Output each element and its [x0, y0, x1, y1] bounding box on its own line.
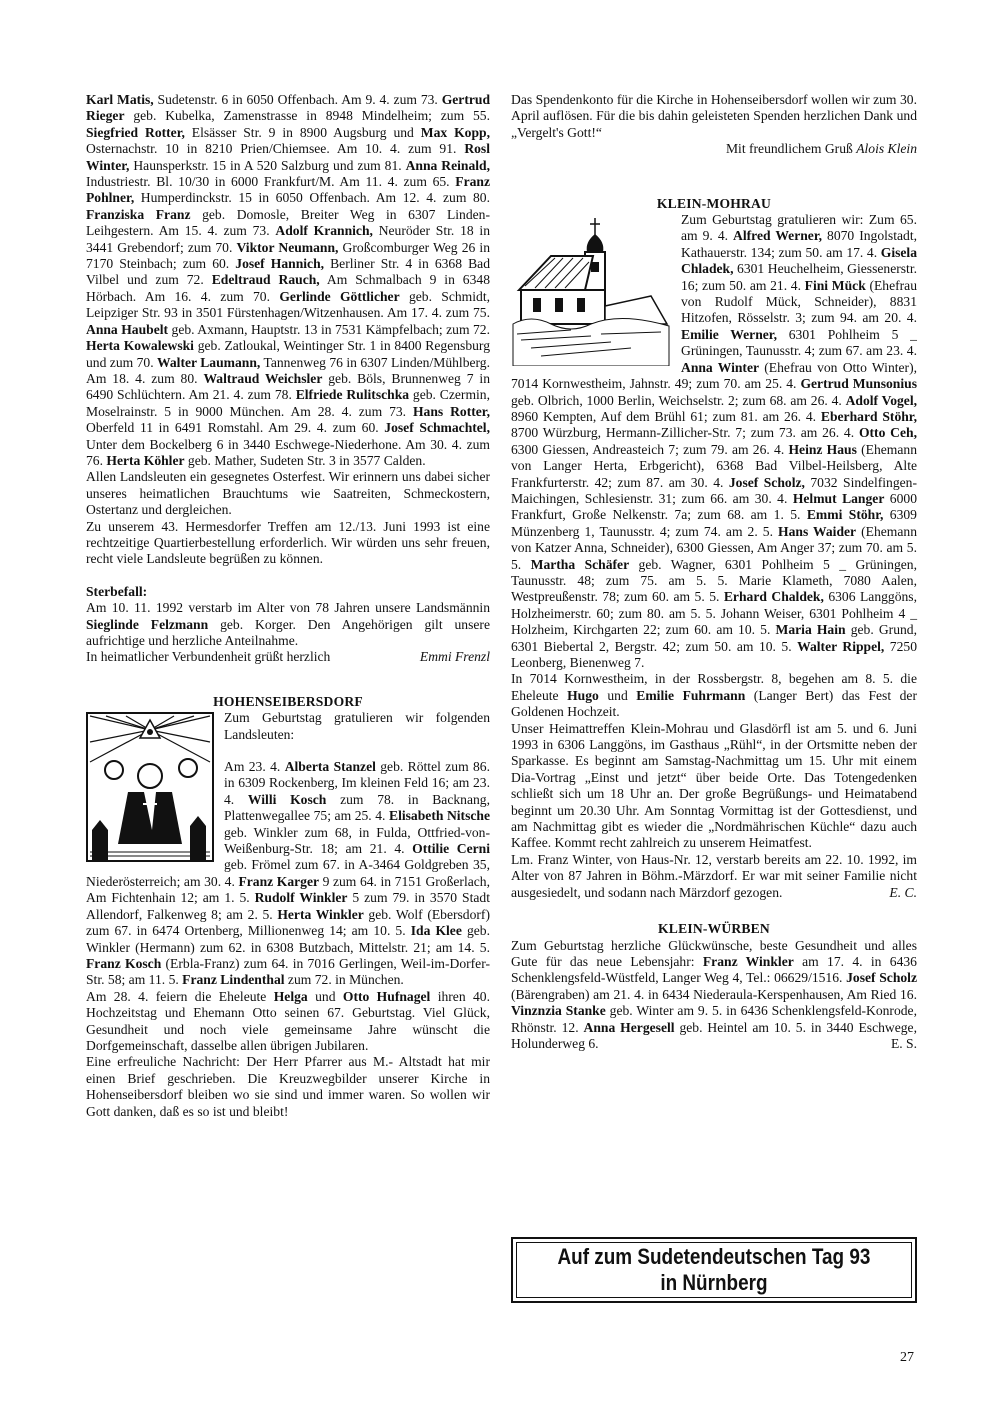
name-bold: Martha Schäfer: [530, 556, 630, 572]
name-bold: Gertrud Rieger: [86, 92, 491, 124]
name-bold: Herta Winkler: [277, 906, 364, 922]
heimattreffen-notice: Unser Heimattreffen Klein-Mohrau und Glasdörfl ist am 5. und 6. Juni 1993 in 6306 Langgöns, im Gasthaus „Rühl“, in der Ortsmitte neben der Sparkasse. Es beginnt am Samstag-Nachmittag um 15. Uhr mit einem Dia-Vortrag „Einst und jetzt“ über beide Orte. Das Totengedenken schließt sich um 18 Uhr an. Der große Begrüßungs- und Heimatabend beginnt um 20.30 Uhr. Am Sonntag Vormittag ist der Gottesdienst, und am Nachmittag gibt es wieder die „Nordmährischen Küchle“ dazu auch Kaffee. Kommt recht zahlreich zu unserem Heimatfest.: [511, 720, 917, 851]
name-bold: Alberta Stanzel: [284, 759, 376, 775]
greeting-text: Mit freundlichem Gruß: [725, 141, 857, 157]
name-bold: Fini Mück: [804, 277, 866, 293]
name-bold: Gisela Chladek,: [681, 244, 917, 277]
name-bold: Josef Hannich,: [235, 256, 325, 272]
donation-signature-line: [511, 141, 917, 157]
name-bold: Emmi Stöhr,: [806, 507, 884, 523]
hohenseibersdorf-intro: Zum Geburtstag gratulieren wir folgenden Landsleuten:: [224, 710, 490, 742]
name-bold: Maria Hain: [775, 622, 846, 638]
birthday-list-hohenseibersdorf: Am 23. 4. Alberta Stanzel geb. Röttel zum 86. in 6309 Rockenberg, Im kleinen Feld 16; am 23. 4. Willi Kosch zum 78. in Backnang, Plattenwegallee 75; am 25. 4. Elisabeth Nitsche geb. Winkler zum 68, in Fulda, Ottfried-von-Weißenburg-Str. 18; am 21. 4. Ottilie Cerni geb. Frömel zum 67. in A-3464 Goldgreben 35, Niederösterreich; am 30. 4. Franz Karger 9 zum 64. in 7151 Großerlach, Am Fichtenhain 12; am 1. 5. Rudolf Winkler 5 zum 79. in 3570 Stadt Allendorf, Falkenweg 8; am 2. 5. Herta Winkler geb. Wolf (Ebersdorf) zum 67. in 6474 Ortenberg, Millionenweg 14; am 10. 5. Ida Klee geb. Winkler (Hermann) zum 62. in 6308 Butzbach, Mittelstr. 21; am 14. 5. Franz Kosch (Erbla-Franz) zum 64. in 7016 Gerlingen, Weil-im-Dorfer-Str. 58; am 11. 5. Franz Lindenthal zum 72. in München.: [86, 759, 491, 988]
easter-greeting: Allen Landsleuten ein gesegnetes Osterfest. Wir erinnern uns dabei sicher unseres heimatlichen Brauchtums wie Saatreiten, Schmeckostern, Ostertanz und dergleichen.: [86, 469, 490, 518]
name-bold: Ottilie Cerni: [412, 841, 490, 857]
name-bold: Adolf Vogel,: [845, 392, 917, 408]
name-bold: Max Kopp,: [420, 124, 490, 140]
name-bold: Vinznzia Stanke: [511, 1003, 606, 1019]
obituary-text: Lm. Franz Winter, von Haus-Nr. 12, verstarb bereits am 22. 10. 1992, im Alter von 87 Jahren in Böhm.-Märzdorf. Er war mit seiner Familie nicht ausgesiedelt, und sodann nach Märzdorf gezogen.: [511, 851, 917, 900]
greeting-line: [86, 649, 490, 665]
name-bold: Walter Laumann,: [157, 354, 261, 370]
signature-alois-klein: Alois Klein: [856, 141, 917, 157]
name-bold: Anna Hergesell: [583, 1019, 675, 1035]
donation-notice: Das Spendenkonto für die Kirche in Hohenseibersdorf wollen wir zum 30. April auflösen. Für die bis dahin geleisteten Spenden herzlichen Dank und „Vergelt's Gott!“: [511, 92, 917, 140]
signature-ec: E. C.: [889, 884, 917, 900]
sudetendeutscher-tag-banner: [511, 1237, 917, 1303]
right-column: [511, 92, 917, 1052]
name-bold: Waltraud Weichsler: [203, 370, 323, 386]
birthday-list-klein-wuerben: [511, 938, 917, 1053]
name-bold: Franziska Franz: [86, 206, 191, 222]
name-bold: Franz Karger: [238, 873, 320, 889]
left-column: [86, 92, 490, 1120]
golden-wedding-notice: In 7014 Kornwestheim, in der Rossbergstr. 8, begehen am 8. 5. die Eheleute Hugo und Emilie Fuhrmann (Langer Bert) das Fest der Goldenen Hochzeit.: [511, 671, 917, 720]
woodcut-illustration-priest: [86, 712, 214, 862]
name-bold: Willi Kosch: [247, 791, 327, 807]
name-bold: Sieglinde Felzmann: [86, 616, 209, 632]
name-bold: Viktor Neumann,: [236, 239, 339, 255]
greeting-text: In heimatlicher Verbundenheit grüßt herzlich: [86, 649, 331, 665]
name-bold: Franz Pohlner,: [86, 174, 490, 206]
meeting-notice: Zu unserem 43. Hermesdorfer Treffen am 12./13. Juni 1993 ist eine rechtzeitige Quartierbestellung erforderlich. Wir würden uns sehr freuen, recht viele Landsleute begrüßen zu können.: [86, 518, 490, 567]
name-bold: Gertrud Munsonius: [800, 376, 917, 392]
name-bold: Franz Lindenthal: [182, 972, 285, 988]
name-bold: Karl Matis,: [86, 92, 154, 107]
name-bold: Alfred Werner,: [733, 228, 823, 244]
name-bold: Emilie Fuhrmann: [636, 687, 746, 703]
sterbefall-heading: Sterbefall:: [86, 583, 148, 599]
name-bold: Adolf Krannich,: [275, 223, 373, 239]
name-bold: Anna Winter: [681, 359, 760, 375]
name-bold: Walter Rippel,: [797, 638, 885, 654]
heading-hohenseibersdorf: HOHENSEIBERSDORF: [213, 693, 363, 709]
name-bold: Elisabeth Nitsche: [389, 808, 490, 824]
name-bold: Heinz Haus: [788, 441, 857, 457]
name-bold: Siegfried Rotter,: [86, 124, 185, 140]
signature-es: E. S.: [890, 1035, 917, 1051]
name-bold: Gerlinde Göttlicher: [279, 288, 400, 304]
name-bold: Franz Winkler: [702, 953, 794, 969]
heading-klein-wuerben: KLEIN-WÜRBEN: [658, 921, 770, 937]
greeting-signature: Emmi Frenzl: [419, 649, 490, 665]
name-bold: Elfriede Rulitschka: [295, 387, 410, 403]
name-bold: Edeltraud Rauch,: [211, 272, 320, 288]
name-bold: Anna Haubelt: [86, 321, 169, 337]
anniversary-hufnagel: Am 28. 4. feiern die Eheleute Helga und Otto Hufnagel ihren 40. Hochzeitstag und Ehemann Otto seinen 67. Geburtstag. Viel Glück, Gesundheit und noch viele gemeinsame Jahre wünscht die Dorfgemeinschaft, dasselbe allen übrigen Jubilaren.: [86, 988, 490, 1053]
banner-line-2: in Nürnberg: [660, 1270, 768, 1295]
name-bold: Rosl Winter,: [86, 141, 490, 173]
name-bold: Franz Kosch: [86, 955, 162, 971]
name-bold: Hans Waider: [778, 523, 857, 539]
name-bold: Anna Reinald,: [405, 157, 490, 173]
name-bold: Herta Kowalewski: [86, 338, 194, 354]
name-bold: Eberhard Stöhr,: [820, 408, 917, 424]
banner-text: [558, 1244, 871, 1296]
name-bold: Otto Hufnagel: [342, 988, 431, 1004]
name-bold: Otto Ceh,: [858, 425, 917, 441]
name-bold: Josef Scholz: [846, 970, 917, 986]
name-bold: Emilie Werner,: [681, 326, 777, 342]
woodcut-illustration-church: [511, 216, 671, 366]
banner-line-1: Auf zum Sudetendeutschen Tag 93: [557, 1244, 871, 1269]
name-bold: Rudolf Winkler: [254, 890, 348, 906]
obituary-franz-winter: [511, 852, 917, 901]
heading-klein-mohrau: KLEIN-MOHRAU: [656, 195, 772, 211]
name-bold: Helga: [273, 988, 308, 1004]
klein-wuerben-text: Zum Geburtstag herzliche Glückwünsche, beste Gesundheit und alles Gute für das neue Lebensjahr: Franz Winkler am 17. 4. in 6436 Schenklengsfeld-Wüstfeld, Langer Weg 4, Tel.: 06629/1516. Josef Scholz (Bärengraben) am 21. 4. in 6434 Niederaula-Kerspenhausen, Am Ried 16. Vinznzia Stanke geb. Winter am 9. 5. in 6436 Schenklengsfeld-Konrode, Rhönstr. 12. Anna Hergesell geb. Heintel am 10. 5. in 3440 Eschwege, Holunderweg 6.: [511, 937, 917, 1051]
church-news: Eine erfreuliche Nachricht: Der Herr Pfarrer aus M.- Altstadt hat mir einen Brief geschrieben. Die Kreuzwegbilder unserer Kirche in Hohenseibersdorf bleiben wo sie sind und immer waren. So wollen wir Gott danken, daß es so ist und bleibt!: [86, 1054, 490, 1119]
name-bold: Hans Rotter,: [412, 403, 490, 419]
name-bold: Herta Köhler: [106, 452, 185, 468]
page-number: 27: [900, 1350, 914, 1365]
name-bold: Josef Scholz,: [728, 474, 805, 490]
name-bold: Hugo: [567, 687, 599, 703]
name-bold: Ida Klee: [410, 923, 462, 939]
obituary-text: Am 10. 11. 1992 verstarb im Alter von 78 Jahren unsere Landsmännin Sieglinde Felzmann geb. Korger. Den Angehörigen gilt unsere aufrichtige und herzliche Anteilnahme.: [86, 600, 490, 648]
name-bold: Helmut Langer: [792, 490, 885, 506]
name-bold: Josef Schmachtel,: [384, 420, 490, 436]
name-bold: Erhard Chaldek,: [723, 589, 824, 605]
birthday-list-klein-mohrau: Zum Geburtstag gratulieren wir: Zum 65. am 9. 4. Alfred Werner, 8070 Ingolstadt, Kathauerstr. 134; zum 50. am 17. 4. Gisela Chladek, 6301 Heuchelheim, Giessenerstr. 16; zum 50. am 21. 4. Fini Mück (Ehefrau von Rudolf Mück, Schneider), 8831 Hitzofen, Rösselstr. 3; zum 94. am 20. 4. Emilie Werner, 6301 Pohlheim 5 _ Grüningen, Taunusstr. 4; zum 67. am 23. 4. Anna Winter (Ehefrau von Otto Winter), 7014 Kornwestheim, Jahnstr. 49; zum 70. am 25. 4. Gertrud Munsonius geb. Olbrich, 1000 Berlin, Weichselstr. 2; zum 68. am 26. 4. Adolf Vogel, 8960 Kempten, Auf dem Brühl 61; zum 81. am 26. 4. Eberhard Stöhr, 8700 Würzburg, Hermann-Zillicher-Str. 7; zum 73. am 26. 4. Otto Ceh, 6300 Giessen, Andreasteich 7; zum 79. am 26. 4. Heinz Haus (Ehemann von Langer Herta, Erbgericht), 6368 Bad Vilbel-Heilsberg, Alte Frankfurterstr. 42; zum 87. am 30. 4. Josef Scholz, 7032 Sindelfingen-Maichingen, Schlesienstr. 31; zum 66. am 30. 4. Helmut Langer 6000 Frankfurt, Große Nelkenstr. 7a; zum 68. am 1. 5. Emmi Stöhr, 6309 Münzenberg 1, Taunusstr. 4; zum 74. am 2. 5. Hans Waider (Ehemann von Katzer Anna, Schneider), 6300 Giessen, Am Anger 37; zum 70. am 5. 5. Martha Schäfer geb. Wagner, 6301 Pohlheim 5 _ Grüningen, Taunusstr. 48; zum 75. am 5. 5. Marie Klameth, 7080 Aalen, Westpreußenstr. 78; zum 60. am 5. 5. Erhard Chaldek, 6306 Langgöns, Holzheimerstr. 60; zum 80. am 5. 5. Johann Weiser, 6301 Pohlheim 4 _ Holzheim, Kirchgarten 22; zum 60. am 10. 5. Maria Hain geb. Grund, 6301 Biebertal 2, Bergstr. 42; zum 50. am 10. 5. Walter Rippel, 7250 Leonberg, Bienenweg 7.: [511, 212, 918, 670]
birthday-list-hermesdorf: Karl Matis, Sudetenstr. 6 in 6050 Offenbach. Am 9. 4. zum 73. Gertrud Rieger geb. Kubelka, Zamenstrasse in 8948 Mindelheim; zum 55. Siegfried Rotter, Elsässer Str. 9 in 8900 Augsburg und Max Kopp, Osternachstr. 10 in 8210 Prien/Chiemsee. Am 10. 4. zum 91. Rosl Winter, Haunsperkstr. 15 in A 520 Salzburg und zum 81. Anna Reinald, Industriestr. Bl. 10/30 in 6000 Frankfurt/M. Am 11. 4. zum 65. Franz Pohlner, Humperdinckstr. 15 in 6050 Offenbach. Am 12. 4. zum 80. Franziska Franz geb. Domosle, Breiter Weg in 6307 Linden-Leihgestern. Am 15. 4. zum 73. Adolf Krannich, Neuröder Str. 18 in 3441 Grebendorf; zum 70. Viktor Neumann, Großcomburger Weg 26 in 7170 Steinbach; zum 60. Josef Hannich, Berliner Str. 4 in 6368 Bad Vilbel und zum 72. Edeltraud Rauch, Am Schmalbach 9 in 6348 Hörbach. Am 16. 4. zum 70. Gerlinde Göttlicher geb. Schmidt, Leipziger Str. 93 in 3501 Fürstenhagen/Witzenhausen. Am 17. 4. zum 75. Anna Haubelt geb. Axmann, Hauptstr. 13 in 7531 Kämpfelbach; zum 72. Herta Kowalewski geb. Zatloukal, Weintinger Str. 1 in 8400 Regensburg und zum 70. Walter Laumann, Tannenweg 76 in 6307 Linden/Mühlberg. Am 18. 4. zum 80. Waltraud Weichsler geb. Böls, Brunnenweg 7 in 6490 Schlüchtern. Am 21. 4. zum 78. Elfriede Rulitschka geb. Czermin, Moselrainstr. 5 in 9000 München. Am 28. 4. zum 73. Hans Rotter, Oberfeld 11 in 6491 Romstahl. Am 29. 4. zum 60. Josef Schmachtel, Unter dem Bockelberg 6 in 3440 Eschwege-Niederhone. Am 30. 4. zum 76. Herta Köhler geb. Mather, Sudeten Str. 3 in 3577 Calden.: [86, 92, 491, 468]
